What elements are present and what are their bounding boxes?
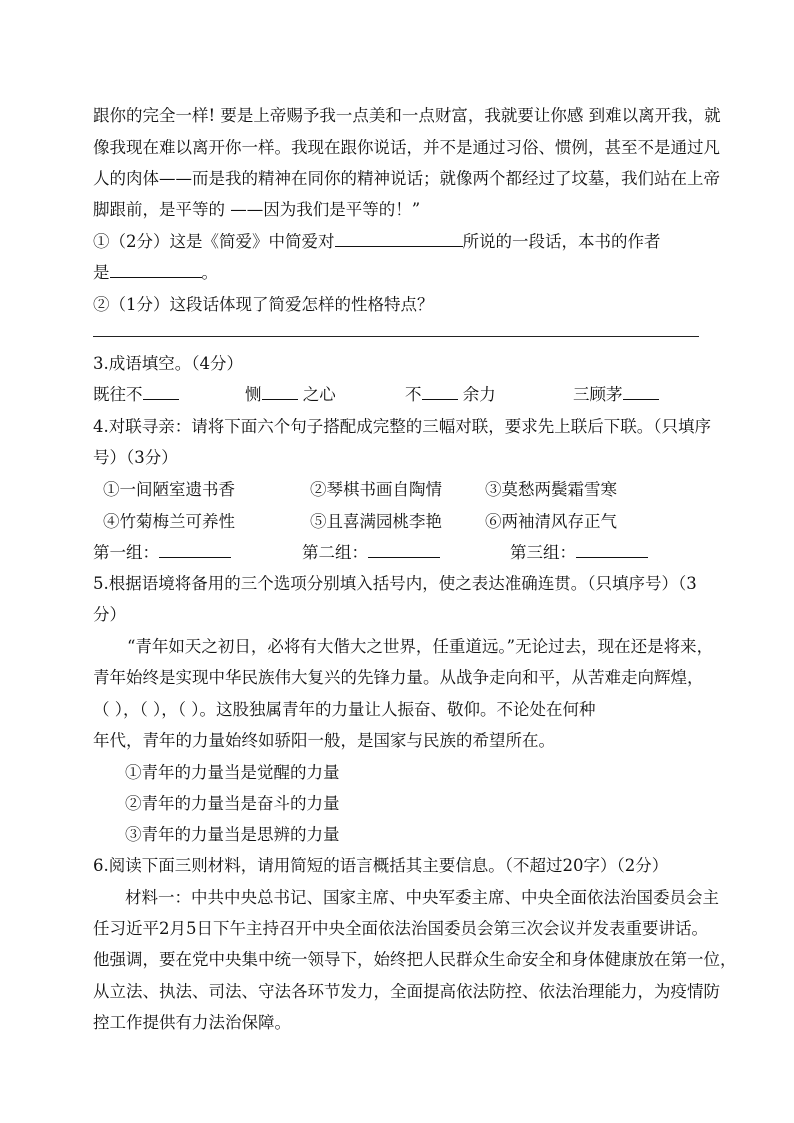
passage-line: “青年如天之初日，必将有大偕大之世界，任重道远。”无论过去，现在还是将来， (127, 637, 714, 656)
question-2-sub1: ①（2分）这是《简爱》中简爱对 所说的一段话，本书的作者 (93, 228, 661, 252)
passage-line: （ ），（ ），（ ）。这股独属青年的力量让人振奋、敬仰。不论处在何种 (93, 700, 596, 719)
idiom-item: 既往不 (93, 381, 179, 405)
passage-line: 跟你的完全一样! 要是上帝赐予我一点美和一点财富，我就要让你感 到难以离开我，就 (93, 106, 721, 125)
material-line: 控工作提供有力法治保障。 (93, 1013, 291, 1032)
material-line: 材料一：中共中央总书记、国家主席、中央军委主席、中央全面依法治国委员会主 (125, 888, 719, 907)
question-4-title: 4.对联寻亲：请将下面六个句子搭配成完整的三幅对联，要求先上联后下联。（只填序 (93, 417, 711, 436)
answer-blank[interactable] (623, 383, 659, 401)
answer-blank[interactable] (335, 230, 463, 248)
passage-line: 人的肉体——而是我的精神在同你的精神说话；就像两个都经过了坟墓，我们站在上帝 (93, 169, 720, 188)
answer-blank[interactable] (576, 541, 648, 559)
couplet-option: ③莫愁两鬓霜雪寒 (485, 480, 617, 499)
option-item: ②青年的力量当是奋斗的力量 (125, 794, 340, 813)
group-answer: 第二组： (302, 539, 440, 563)
couplet-option: ⑤且喜满园桃李艳 (310, 512, 442, 531)
material-line: 他强调，要在党中央集中统一领导下，始终把人民群众生命安全和身体健康放在第一位， (93, 950, 737, 969)
answer-blank[interactable] (368, 541, 440, 559)
question-5-title-cont: 分） (93, 605, 126, 624)
material-line: 从立法、执法、司法、守法各环节发力，全面提高依法防控、依法治理能力，为疫情防 (93, 982, 720, 1001)
couplet-option: ②琴棋书画自陶情 (310, 480, 442, 499)
answer-blank[interactable] (110, 261, 202, 279)
passage-line: 脚跟前，是平等的 ——因为我们是平等的！” (93, 200, 421, 219)
couplet-option: ①一间陋室遗书香 (103, 480, 235, 499)
question-3-title: 3.成语填空。（4分） (93, 354, 243, 373)
answer-blank[interactable] (143, 383, 179, 401)
passage-line: 像我现在难以离开你一样。我现在跟你说话，并不是通过习俗、惯例，甚至不是通过凡 (93, 138, 720, 157)
answer-blank[interactable] (159, 541, 231, 559)
couplet-option: ④竹菊梅兰可养性 (103, 512, 235, 531)
idiom-item: 三顾茅 (573, 381, 659, 405)
option-item: ③青年的力量当是思辨的力量 (125, 825, 340, 844)
question-2-sub1-cont: 是 。 (93, 259, 218, 283)
question-5-title: 5.根据语境将备用的三个选项分别填入括号内，使之表达准确连贯。（只填序号）（3 (93, 574, 697, 593)
option-item: ①青年的力量当是觉醒的力量 (125, 763, 340, 782)
question-6-title: 6.阅读下面三则材料，请用简短的语言概括其主要信息。（不超过20字）（2分） (93, 856, 669, 875)
material-line: 任习近平2月5日下午主持召开中央全面依法治国委员会第三次会议并发表重要讲话。 (93, 919, 708, 938)
answer-line[interactable] (93, 336, 699, 337)
idiom-item: 不 余力 (405, 381, 496, 405)
passage-line: 青年始终是实现中华民族伟大复兴的先锋力量。从战争走向和平，从苦难走向辉煌， (93, 668, 704, 687)
question-4-title-cont: 号）（3分） (93, 448, 178, 467)
question-2-sub2: ②（1分）这段话体现了简爱怎样的性格特点？ (93, 295, 434, 314)
group-answer: 第一组： (93, 539, 231, 563)
answer-blank[interactable] (422, 383, 458, 401)
passage-line: 年代，青年的力量始终如骄阳一般，是国家与民族的希望所在。 (93, 731, 555, 750)
group-answer: 第三组： (510, 539, 648, 563)
answer-blank[interactable] (262, 383, 298, 401)
couplet-option: ⑥两袖清风存正气 (485, 512, 617, 531)
idiom-item: 恻 之心 (245, 381, 336, 405)
